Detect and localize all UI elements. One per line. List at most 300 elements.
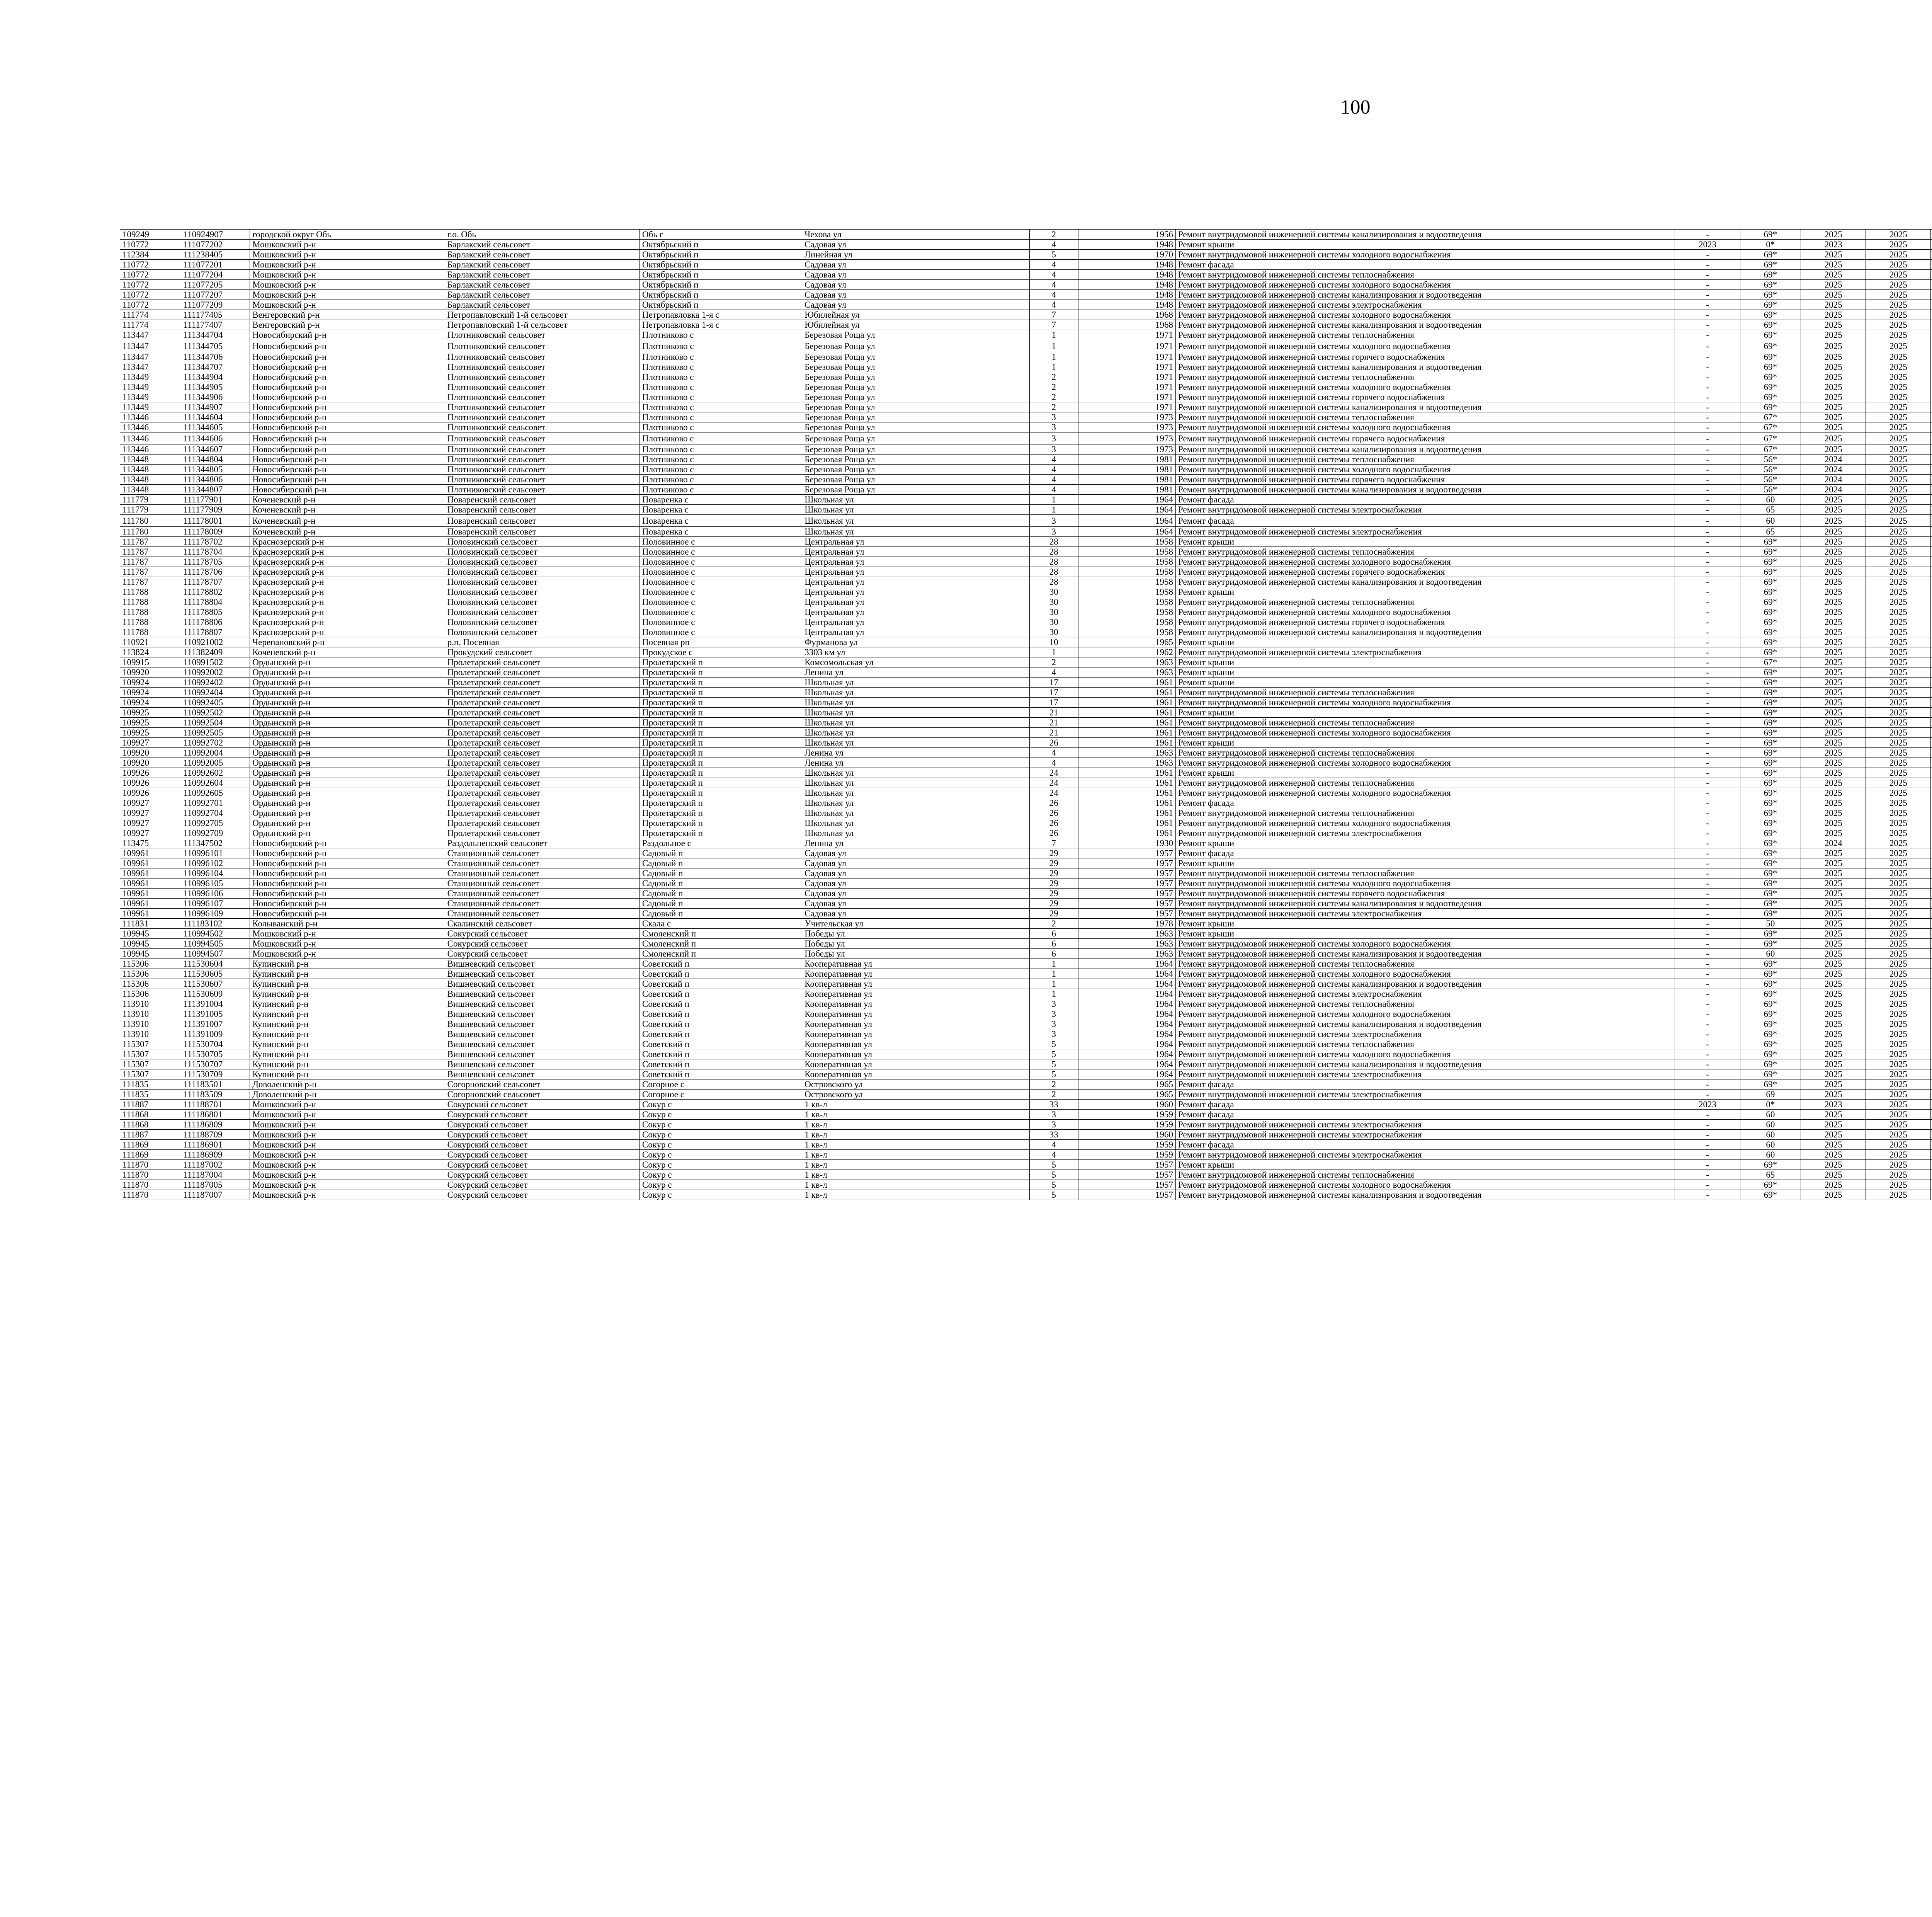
cell-building xyxy=(1078,455,1127,465)
table-row xyxy=(120,527,1932,537)
cell-completion-year: 2025 xyxy=(1866,1019,1931,1029)
cell-work-id: 111077201 xyxy=(181,260,250,270)
table-row xyxy=(120,1029,1932,1039)
cell-street: Садовая ул xyxy=(802,260,1029,270)
cell-house-number: 30 xyxy=(1029,607,1078,617)
cell-locality: Сокур с xyxy=(639,1180,802,1190)
cell-building xyxy=(1078,607,1127,617)
cell-work-id: 111183102 xyxy=(181,919,250,929)
cell-house-number: 3 xyxy=(1029,527,1078,537)
table-row xyxy=(120,1039,1932,1049)
cell-house-id: 109945 xyxy=(120,939,181,949)
cell-work-type: Ремонт фасада xyxy=(1176,1140,1675,1150)
cell-settlement: Пролетарский сельсовет xyxy=(445,718,639,728)
cell-house-id: 111788 xyxy=(120,617,181,627)
cell-work-id: 111530704 xyxy=(181,1039,250,1049)
cell-wear-percent: 69* xyxy=(1740,718,1801,728)
cell-work-type: Ремонт внутридомовой инженерной системы электроснабжения xyxy=(1176,909,1675,919)
cell-work-type: Ремонт фасада xyxy=(1176,515,1675,527)
cell-work-type: Ремонт внутридомовой инженерной системы электроснабжения xyxy=(1176,300,1675,310)
cell-completion-year: 2025 xyxy=(1866,310,1931,320)
cell-previous-repair-year: - xyxy=(1675,475,1740,485)
cell-work-type: Ремонт внутридомовой инженерной системы холодного водоснабжения xyxy=(1176,758,1675,768)
cell-construction-year: 1981 xyxy=(1127,485,1175,495)
cell-house-number: 29 xyxy=(1029,889,1078,899)
cell-settlement: Вишневский сельсовет xyxy=(445,999,639,1009)
cell-settlement: Плотниковский сельсовет xyxy=(445,382,639,392)
cell-building xyxy=(1078,718,1127,728)
cell-completion-year: 2025 xyxy=(1866,330,1931,340)
cell-work-id: 111077207 xyxy=(181,290,250,300)
cell-house-id: 113449 xyxy=(120,402,181,412)
cell-house-id: 109925 xyxy=(120,708,181,718)
cell-municipal-district: Новосибирский р-н xyxy=(250,848,445,858)
cell-planned-year: 2025 xyxy=(1801,270,1866,280)
cell-planned-year: 2025 xyxy=(1801,260,1866,270)
cell-locality: Сокур с xyxy=(639,1120,802,1130)
cell-street: Садовая ул xyxy=(802,858,1029,868)
cell-locality: Сокур с xyxy=(639,1150,802,1160)
cell-planned-year: 2025 xyxy=(1801,959,1866,969)
cell-planned-year: 2025 xyxy=(1801,999,1866,1009)
cell-settlement: Вишневский сельсовет xyxy=(445,1019,639,1029)
cell-completion-year: 2025 xyxy=(1866,362,1931,372)
cell-locality: Пролетарский п xyxy=(639,798,802,808)
cell-wear-percent: 69* xyxy=(1740,1190,1801,1200)
table-row xyxy=(120,939,1932,949)
cell-house-id: 113449 xyxy=(120,382,181,392)
cell-previous-repair-year: - xyxy=(1675,1059,1740,1069)
cell-house-number: 5 xyxy=(1029,1059,1078,1069)
cell-house-id: 109925 xyxy=(120,728,181,738)
cell-house-id: 109961 xyxy=(120,899,181,909)
cell-planned-year: 2025 xyxy=(1801,1180,1866,1190)
cell-wear-percent: 56* xyxy=(1740,455,1801,465)
cell-construction-year: 1958 xyxy=(1127,577,1175,587)
cell-construction-year: 1959 xyxy=(1127,1120,1175,1130)
cell-house-number: 1 xyxy=(1029,352,1078,362)
cell-street: Школьная ул xyxy=(802,678,1029,688)
cell-street: Учительская ул xyxy=(802,919,1029,929)
cell-locality: Советский п xyxy=(639,999,802,1009)
cell-building xyxy=(1078,989,1127,999)
cell-settlement: Барлакский сельсовет xyxy=(445,240,639,250)
cell-street: Центральная ул xyxy=(802,567,1029,577)
cell-previous-repair-year: - xyxy=(1675,310,1740,320)
cell-work-id: 111178805 xyxy=(181,607,250,617)
cell-municipal-district: Мошковский р-н xyxy=(250,260,445,270)
cell-work-id: 110992002 xyxy=(181,667,250,678)
cell-work-type: Ремонт внутридомовой инженерной системы канализирования и водоотведения xyxy=(1176,230,1675,240)
cell-work-id: 111178705 xyxy=(181,557,250,567)
cell-locality: Сокур с xyxy=(639,1130,802,1140)
cell-street: Садовая ул xyxy=(802,909,1029,919)
cell-completion-year: 2025 xyxy=(1866,969,1931,979)
cell-completion-year: 2025 xyxy=(1866,708,1931,718)
cell-locality: Октябрьский п xyxy=(639,280,802,290)
cell-construction-year: 1948 xyxy=(1127,280,1175,290)
cell-wear-percent: 60 xyxy=(1740,1120,1801,1130)
cell-street: Школьная ул xyxy=(802,788,1029,798)
cell-previous-repair-year: - xyxy=(1675,828,1740,838)
cell-building xyxy=(1078,1100,1127,1110)
cell-construction-year: 1965 xyxy=(1127,1090,1175,1100)
cell-work-id: 110992705 xyxy=(181,818,250,828)
cell-house-number: 7 xyxy=(1029,838,1078,848)
cell-previous-repair-year: - xyxy=(1675,1160,1740,1170)
cell-previous-repair-year: - xyxy=(1675,868,1740,878)
cell-construction-year: 1960 xyxy=(1127,1130,1175,1140)
cell-work-id: 110996101 xyxy=(181,848,250,858)
cell-previous-repair-year: - xyxy=(1675,432,1740,444)
cell-work-id: 110996104 xyxy=(181,868,250,878)
cell-planned-year: 2025 xyxy=(1801,1150,1866,1160)
cell-house-number: 17 xyxy=(1029,688,1078,698)
table-row xyxy=(120,1090,1932,1100)
cell-municipal-district: Мошковский р-н xyxy=(250,1130,445,1140)
table-row xyxy=(120,547,1932,557)
cell-completion-year: 2025 xyxy=(1866,607,1931,617)
cell-street: Садовая ул xyxy=(802,899,1029,909)
cell-planned-year: 2025 xyxy=(1801,818,1866,828)
cell-house-id: 109249 xyxy=(120,230,181,240)
cell-building xyxy=(1078,547,1127,557)
cell-wear-percent: 69* xyxy=(1740,768,1801,778)
table-row xyxy=(120,728,1932,738)
cell-building xyxy=(1078,557,1127,567)
cell-settlement: Плотниковский сельсовет xyxy=(445,444,639,455)
cell-completion-year: 2025 xyxy=(1866,1150,1931,1160)
cell-work-id: 111391007 xyxy=(181,1019,250,1029)
cell-construction-year: 1971 xyxy=(1127,392,1175,402)
cell-house-id: 113446 xyxy=(120,432,181,444)
cell-street: Линейная ул xyxy=(802,250,1029,260)
cell-wear-percent: 69* xyxy=(1740,372,1801,382)
cell-settlement: Сокурский сельсовет xyxy=(445,1100,639,1110)
cell-settlement: Пролетарский сельсовет xyxy=(445,657,639,667)
cell-construction-year: 1961 xyxy=(1127,788,1175,798)
cell-municipal-district: Ордынский р-н xyxy=(250,748,445,758)
cell-locality: Плотниково с xyxy=(639,402,802,412)
table-row xyxy=(120,617,1932,627)
cell-house-number: 2 xyxy=(1029,919,1078,929)
table-row xyxy=(120,340,1932,352)
cell-locality: Советский п xyxy=(639,1019,802,1029)
table-row xyxy=(120,537,1932,547)
cell-locality: Советский п xyxy=(639,979,802,989)
cell-wear-percent: 65 xyxy=(1740,527,1801,537)
cell-previous-repair-year: - xyxy=(1675,939,1740,949)
cell-house-number: 30 xyxy=(1029,617,1078,627)
cell-planned-year: 2025 xyxy=(1801,290,1866,300)
cell-locality: Садовый п xyxy=(639,868,802,878)
cell-house-id: 111787 xyxy=(120,547,181,557)
cell-completion-year: 2025 xyxy=(1866,989,1931,999)
cell-municipal-district: Мошковский р-н xyxy=(250,949,445,959)
cell-completion-year: 2025 xyxy=(1866,402,1931,412)
repair-schedule-table xyxy=(120,229,1932,1200)
cell-work-type: Ремонт внутридомовой инженерной системы холодного водоснабжения xyxy=(1176,939,1675,949)
cell-previous-repair-year: 2023 xyxy=(1675,240,1740,250)
cell-house-number: 2 xyxy=(1029,392,1078,402)
cell-wear-percent: 69* xyxy=(1740,999,1801,1009)
cell-completion-year: 2025 xyxy=(1866,250,1931,260)
cell-work-id: 111178707 xyxy=(181,577,250,587)
cell-house-id: 115307 xyxy=(120,1049,181,1059)
cell-completion-year: 2025 xyxy=(1866,1100,1931,1110)
cell-work-type: Ремонт внутридомовой инженерной системы теплоснабжения xyxy=(1176,808,1675,818)
cell-wear-percent: 69* xyxy=(1740,939,1801,949)
cell-municipal-district: Коченевский р-н xyxy=(250,647,445,657)
cell-settlement: Плотниковский сельсовет xyxy=(445,412,639,422)
cell-street: Школьная ул xyxy=(802,828,1029,838)
cell-construction-year: 1963 xyxy=(1127,949,1175,959)
cell-building xyxy=(1078,657,1127,667)
cell-street: Фурманова ул xyxy=(802,637,1029,647)
cell-locality: Октябрьский п xyxy=(639,260,802,270)
cell-house-id: 113910 xyxy=(120,1009,181,1019)
cell-building xyxy=(1078,444,1127,455)
cell-building xyxy=(1078,465,1127,475)
cell-building xyxy=(1078,708,1127,718)
cell-completion-year: 2025 xyxy=(1866,1110,1931,1120)
table-row xyxy=(120,688,1932,698)
cell-municipal-district: Мошковский р-н xyxy=(250,280,445,290)
cell-house-id: 109920 xyxy=(120,758,181,768)
cell-wear-percent: 69* xyxy=(1740,868,1801,878)
cell-construction-year: 1957 xyxy=(1127,868,1175,878)
cell-locality: Обь г xyxy=(639,230,802,240)
cell-wear-percent: 69* xyxy=(1740,698,1801,708)
cell-construction-year: 1965 xyxy=(1127,1079,1175,1090)
cell-wear-percent: 69* xyxy=(1740,848,1801,858)
cell-planned-year: 2024 xyxy=(1801,455,1866,465)
table-row xyxy=(120,979,1932,989)
cell-work-id: 111178804 xyxy=(181,597,250,607)
cell-municipal-district: Новосибирский р-н xyxy=(250,340,445,352)
cell-work-type: Ремонт крыши xyxy=(1176,678,1675,688)
cell-locality: Половинное с xyxy=(639,587,802,597)
cell-work-id: 111344905 xyxy=(181,382,250,392)
cell-wear-percent: 69* xyxy=(1740,728,1801,738)
cell-house-number: 1 xyxy=(1029,979,1078,989)
cell-work-id: 111347502 xyxy=(181,838,250,848)
cell-wear-percent: 69* xyxy=(1740,1180,1801,1190)
cell-building xyxy=(1078,495,1127,505)
cell-previous-repair-year: - xyxy=(1675,455,1740,465)
table-row xyxy=(120,422,1932,432)
cell-locality: Половинное с xyxy=(639,547,802,557)
cell-building xyxy=(1078,1120,1127,1130)
cell-house-number: 29 xyxy=(1029,858,1078,868)
cell-house-id: 109927 xyxy=(120,828,181,838)
cell-house-number: 6 xyxy=(1029,939,1078,949)
cell-house-id: 113449 xyxy=(120,392,181,402)
cell-building xyxy=(1078,340,1127,352)
cell-construction-year: 1958 xyxy=(1127,617,1175,627)
cell-completion-year: 2025 xyxy=(1866,728,1931,738)
cell-locality: Плотниково с xyxy=(639,455,802,465)
cell-previous-repair-year: - xyxy=(1675,1150,1740,1160)
cell-locality: Половинное с xyxy=(639,597,802,607)
cell-building xyxy=(1078,909,1127,919)
cell-wear-percent: 69* xyxy=(1740,1069,1801,1079)
cell-settlement: Пролетарский сельсовет xyxy=(445,808,639,818)
cell-previous-repair-year: - xyxy=(1675,718,1740,728)
cell-locality: Сокур с xyxy=(639,1100,802,1110)
cell-work-id: 111344804 xyxy=(181,455,250,465)
cell-house-id: 111868 xyxy=(120,1120,181,1130)
cell-wear-percent: 69* xyxy=(1740,617,1801,627)
cell-building xyxy=(1078,352,1127,362)
cell-locality: Согорное с xyxy=(639,1090,802,1100)
cell-work-id: 110992505 xyxy=(181,728,250,738)
cell-building xyxy=(1078,848,1127,858)
cell-municipal-district: Новосибирский р-н xyxy=(250,858,445,868)
cell-completion-year: 2025 xyxy=(1866,465,1931,475)
cell-municipal-district: Новосибирский р-н xyxy=(250,475,445,485)
cell-construction-year: 1963 xyxy=(1127,657,1175,667)
cell-building xyxy=(1078,290,1127,300)
cell-settlement: Пролетарский сельсовет xyxy=(445,728,639,738)
cell-wear-percent: 67* xyxy=(1740,422,1801,432)
cell-work-id: 111178001 xyxy=(181,515,250,527)
cell-wear-percent: 0* xyxy=(1740,240,1801,250)
cell-completion-year: 2025 xyxy=(1866,547,1931,557)
cell-locality: Садовый п xyxy=(639,889,802,899)
cell-planned-year: 2025 xyxy=(1801,300,1866,310)
cell-locality: Советский п xyxy=(639,969,802,979)
cell-settlement: Барлакский сельсовет xyxy=(445,260,639,270)
cell-house-number: 29 xyxy=(1029,848,1078,858)
table-row xyxy=(120,808,1932,818)
cell-construction-year: 1973 xyxy=(1127,444,1175,455)
cell-settlement: Сокурский сельсовет xyxy=(445,1140,639,1150)
cell-work-type: Ремонт внутридомовой инженерной системы канализирования и водоотведения xyxy=(1176,979,1675,989)
cell-completion-year: 2025 xyxy=(1866,627,1931,637)
cell-municipal-district: Новосибирский р-н xyxy=(250,465,445,475)
cell-work-type: Ремонт внутридомовой инженерной системы теплоснабжения xyxy=(1176,330,1675,340)
cell-wear-percent: 69* xyxy=(1740,567,1801,577)
cell-building xyxy=(1078,627,1127,637)
cell-municipal-district: Новосибирский р-н xyxy=(250,485,445,495)
table-row xyxy=(120,557,1932,567)
cell-completion-year: 2025 xyxy=(1866,1090,1931,1100)
cell-work-id: 111186909 xyxy=(181,1150,250,1160)
cell-planned-year: 2025 xyxy=(1801,667,1866,678)
cell-locality: Октябрьский п xyxy=(639,270,802,280)
cell-municipal-district: Мошковский р-н xyxy=(250,939,445,949)
cell-work-id: 111186801 xyxy=(181,1110,250,1120)
cell-house-id: 110772 xyxy=(120,290,181,300)
cell-work-type: Ремонт внутридомовой инженерной системы теплоснабжения xyxy=(1176,597,1675,607)
cell-building xyxy=(1078,808,1127,818)
cell-house-id: 111870 xyxy=(120,1160,181,1170)
cell-street: Садовая ул xyxy=(802,878,1029,889)
cell-planned-year: 2023 xyxy=(1801,240,1866,250)
cell-settlement: Пролетарский сельсовет xyxy=(445,798,639,808)
cell-completion-year: 2025 xyxy=(1866,899,1931,909)
table-row xyxy=(120,352,1932,362)
cell-planned-year: 2025 xyxy=(1801,899,1866,909)
cell-previous-repair-year: - xyxy=(1675,1170,1740,1180)
cell-previous-repair-year: - xyxy=(1675,352,1740,362)
cell-house-id: 115306 xyxy=(120,979,181,989)
table-row xyxy=(120,889,1932,899)
cell-municipal-district: Новосибирский р-н xyxy=(250,889,445,899)
cell-construction-year: 1971 xyxy=(1127,382,1175,392)
cell-settlement: Сокурский сельсовет xyxy=(445,929,639,939)
table-row xyxy=(120,392,1932,402)
cell-planned-year: 2025 xyxy=(1801,848,1866,858)
cell-construction-year: 1957 xyxy=(1127,899,1175,909)
cell-wear-percent: 56* xyxy=(1740,475,1801,485)
cell-work-id: 110921002 xyxy=(181,637,250,647)
cell-locality: Поваренка с xyxy=(639,495,802,505)
cell-work-type: Ремонт крыши xyxy=(1176,838,1675,848)
cell-completion-year: 2025 xyxy=(1866,979,1931,989)
cell-building xyxy=(1078,929,1127,939)
cell-planned-year: 2025 xyxy=(1801,1120,1866,1130)
cell-planned-year: 2025 xyxy=(1801,402,1866,412)
cell-planned-year: 2025 xyxy=(1801,412,1866,422)
cell-wear-percent: 69* xyxy=(1740,889,1801,899)
cell-building xyxy=(1078,485,1127,495)
cell-work-id: 111344607 xyxy=(181,444,250,455)
cell-street: Садовая ул xyxy=(802,868,1029,878)
cell-locality: Садовый п xyxy=(639,858,802,868)
cell-planned-year: 2025 xyxy=(1801,597,1866,607)
cell-work-type: Ремонт внутридомовой инженерной системы холодного водоснабжения xyxy=(1176,788,1675,798)
cell-settlement: Вишневский сельсовет xyxy=(445,1039,639,1049)
cell-house-id: 110921 xyxy=(120,637,181,647)
cell-completion-year: 2025 xyxy=(1866,959,1931,969)
cell-settlement: Вишневский сельсовет xyxy=(445,1049,639,1059)
cell-previous-repair-year: - xyxy=(1675,505,1740,515)
cell-work-type: Ремонт внутридомовой инженерной системы канализирования и водоотведения xyxy=(1176,402,1675,412)
table-row xyxy=(120,698,1932,708)
cell-construction-year: 1961 xyxy=(1127,828,1175,838)
cell-planned-year: 2025 xyxy=(1801,352,1866,362)
cell-completion-year: 2025 xyxy=(1866,1079,1931,1090)
cell-house-id: 109924 xyxy=(120,678,181,688)
cell-street: Кооперативная ул xyxy=(802,1069,1029,1079)
cell-house-number: 28 xyxy=(1029,557,1078,567)
cell-construction-year: 1971 xyxy=(1127,402,1175,412)
cell-settlement: Сокурский сельсовет xyxy=(445,1120,639,1130)
table-row xyxy=(120,1170,1932,1180)
cell-settlement: Плотниковский сельсовет xyxy=(445,455,639,465)
cell-planned-year: 2025 xyxy=(1801,1079,1866,1090)
cell-previous-repair-year: - xyxy=(1675,392,1740,402)
cell-work-type: Ремонт внутридомовой инженерной системы теплоснабжения xyxy=(1176,959,1675,969)
cell-house-id: 111869 xyxy=(120,1140,181,1150)
cell-work-type: Ремонт внутридомовой инженерной системы электроснабжения xyxy=(1176,505,1675,515)
cell-municipal-district: Купинский р-н xyxy=(250,969,445,979)
cell-house-id: 111870 xyxy=(120,1170,181,1180)
cell-construction-year: 1964 xyxy=(1127,1009,1175,1019)
cell-house-id: 111870 xyxy=(120,1190,181,1200)
cell-construction-year: 1958 xyxy=(1127,567,1175,577)
cell-settlement: Пролетарский сельсовет xyxy=(445,678,639,688)
cell-construction-year: 1964 xyxy=(1127,527,1175,537)
cell-planned-year: 2025 xyxy=(1801,587,1866,597)
cell-street: Школьная ул xyxy=(802,718,1029,728)
table-row xyxy=(120,290,1932,300)
table-row xyxy=(120,667,1932,678)
cell-completion-year: 2025 xyxy=(1866,758,1931,768)
cell-wear-percent: 69* xyxy=(1740,1019,1801,1029)
